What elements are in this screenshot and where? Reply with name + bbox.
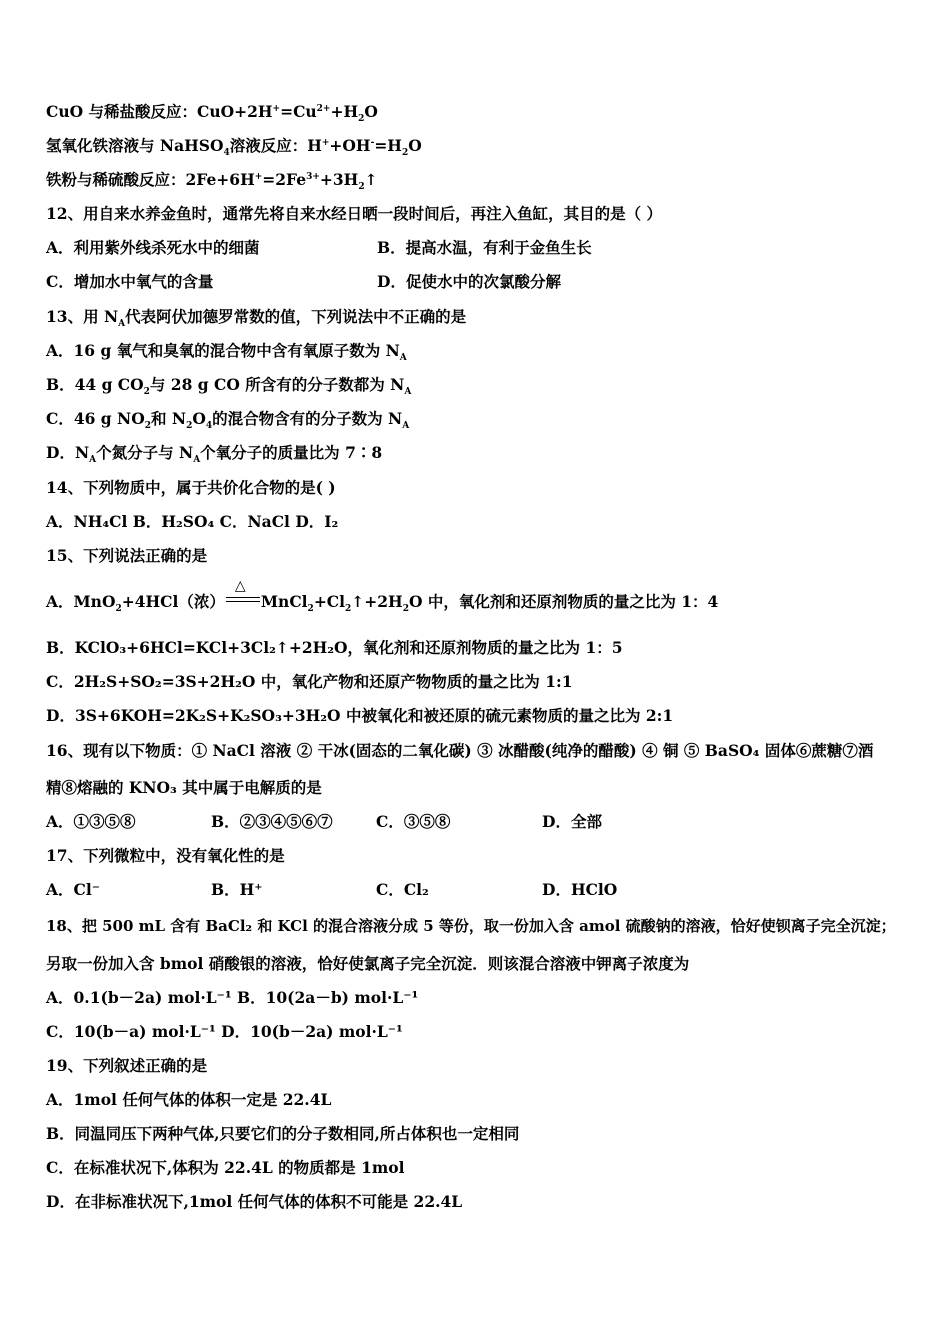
q14-options: A．NH₄Cl B．H₂SO₄ C．NaCl D．I₂	[46, 512, 339, 531]
q19-option-c: C．在标准状况下,体积为 22.4L 的物质都是 1mol	[46, 1158, 405, 1177]
q17-option-b: B．H⁺	[211, 880, 263, 899]
q13-option-c: C．46 g $NO_2$和 $N_2O_4$的混合物含有的分子数为 $N_A$	[46, 409, 410, 432]
q16-stem-line2: 精⑧熔融的 KNO₃ 其中属于电解质的是	[46, 778, 322, 797]
q12-stem: 12、用自来水养金鱼时，通常先将自来水经日晒一段时间后，再注入鱼缸，其目的是（ ）	[46, 204, 662, 223]
q11-option-d: 铁粉与稀硫酸反应：$2Fe+6H^+=2Fe^{3+}+3H_2↑$	[46, 170, 378, 193]
q16-option-d: D．全部	[542, 812, 602, 831]
q18-options-cd: C．10(b－a) mol·L⁻¹ D．10(b－2a) mol·L⁻¹	[46, 1022, 403, 1041]
q16-option-b: B．②③④⑤⑥⑦	[211, 812, 333, 831]
q12-option-c: C．增加水中氧气的含量	[46, 272, 214, 291]
heat-condition-icon: △	[226, 593, 260, 613]
q13-option-d: D．$N_A$个氮分子与 $N_A$个氧分子的质量比为 7∶8	[46, 443, 383, 466]
q19-stem: 19、下列叙述正确的是	[46, 1056, 208, 1075]
q19-option-a: A．1mol 任何气体的体积一定是 22.4L	[46, 1090, 332, 1109]
q15-option-b: B．KClO₃+6HCl=KCl+3Cl₂↑+2H₂O，氧化剂和还原剂物质的量之比为 1：5	[46, 638, 623, 657]
q11-option-b: CuO 与稀盐酸反应：$CuO+2H^+=Cu^{2+}+H_2O$	[46, 102, 378, 125]
q12-option-b: B．提高水温，有利于金鱼生长	[377, 238, 592, 257]
q15-option-c: C．2H₂S+SO₂=3S+2H₂O 中，氧化产物和还原产物物质的量之比为 1:1	[46, 672, 573, 691]
q13-option-a: A．16 g 氧气和臭氧的混合物中含有氧原子数为 $N_A$	[46, 341, 407, 364]
q13-option-b: B．44 g $CO_2$与 28 g CO 所含有的分子数都为 $N_A$	[46, 375, 412, 398]
q17-stem: 17、下列微粒中，没有氧化性的是	[46, 846, 285, 865]
q17-option-d: D．HClO	[542, 880, 618, 899]
q17-option-a: A．Cl⁻	[46, 880, 100, 899]
q15-stem: 15、下列说法正确的是	[46, 546, 208, 565]
q18-stem-line1: 18、把 500 mL 含有 BaCl₂ 和 KCl 的混合溶液分成 5 等份，取一份加入含 amol 硫酸钠的溶液，恰好使钡离子完全沉淀；	[46, 917, 896, 935]
q15-option-a: A．MnO$_2$+4HCl（浓） △ $MnCl_2+Cl_2↑+2H_2O$ 中，氧化剂和还原剂物质的量之比为 1：4	[46, 578, 719, 615]
q11-option-c: 氢氧化铁溶液与 NaHSO$_4$溶液反应：$H^++OH^-=H_2O$	[46, 136, 422, 159]
q12-option-a: A．利用紫外线杀死水中的细菌	[46, 238, 260, 257]
q18-stem-line2: 另取一份加入含 bmol 硝酸银的溶液，恰好使氯离子完全沉淀．则该混合溶液中钾离子浓度为	[46, 954, 690, 973]
q18-options-ab: A．0.1(b－2a) mol·L⁻¹ B．10(2a－b) mol·L⁻¹	[46, 988, 419, 1007]
q19-option-d: D．在非标准状况下,1mol 任何气体的体积不可能是 22.4L	[46, 1192, 463, 1211]
q16-stem-line1: 16、现有以下物质：① NaCl 溶液 ② 干冰(固态的二氧化碳) ③ 冰醋酸(纯净的醋酸) ④ 铜 ⑤ BaSO₄ 固体⑥蔗糖⑦酒	[46, 741, 874, 760]
q16-option-a: A．①③⑤⑧	[46, 812, 136, 831]
q19-option-b: B．同温同压下两种气体,只要它们的分子数相同,所占体积也一定相同	[46, 1124, 520, 1143]
q14-stem: 14、下列物质中，属于共价化合物的是( )	[46, 478, 336, 497]
q15-option-d: D．3S+6KOH=2K₂S+K₂SO₃+3H₂O 中被氧化和被还原的硫元素物质的量之比为 2:1	[46, 706, 674, 725]
q12-option-d: D．促使水中的次氯酸分解	[377, 272, 561, 291]
q13-stem: 13、用 $N_A$代表阿伏加德罗常数的值，下列说法中不正确的是	[46, 307, 467, 330]
q16-option-c: C．③⑤⑧	[376, 812, 451, 831]
q17-option-c: C．Cl₂	[376, 880, 429, 899]
